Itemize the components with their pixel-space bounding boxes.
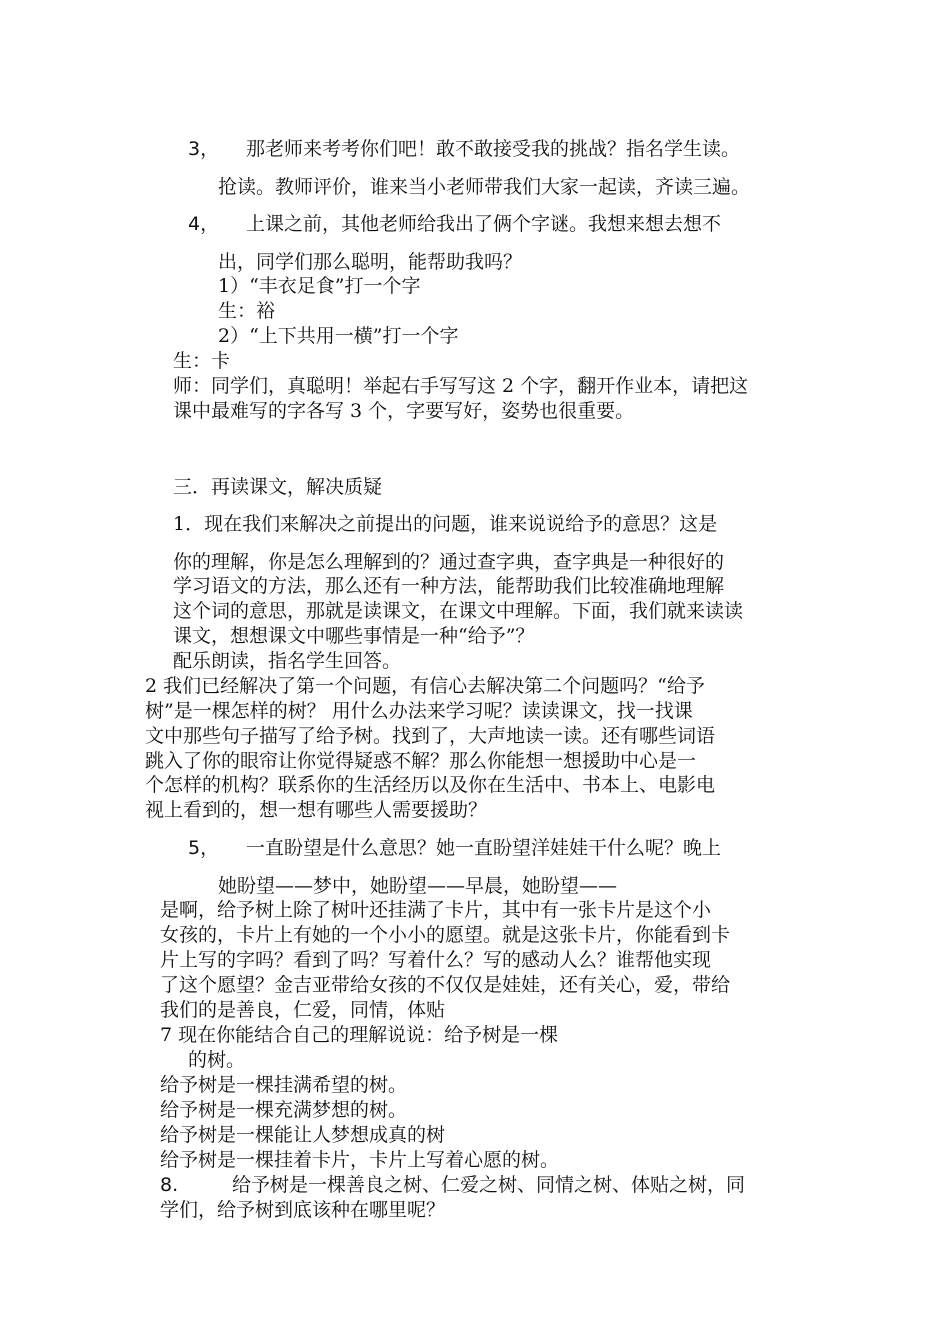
riddle-1: 1）“丰衣足食”打一个字 bbox=[218, 275, 421, 297]
section-3-p1-line-2: 你的理解，你是怎么理解到的？通过查字典，查字典是一种很好的 bbox=[173, 551, 725, 573]
item-7-answer: 给予树是一棵充满梦想的树。 bbox=[160, 1099, 408, 1121]
item-5-line-1: 5， 一直盼望是什么意思？她一直盼望洋娃娃干什么呢？晚上 bbox=[188, 837, 722, 859]
section-3-p1-line-1: 1．现在我们来解决之前提出的问题，谁来说说给予的意思？这是 bbox=[173, 513, 718, 535]
item-8-number: 8. bbox=[160, 1174, 179, 1196]
section-3-p1-line-3: 学习语文的方法，那么还有一种方法，能帮助我们比较准确地理解 bbox=[173, 575, 725, 597]
item-5-line-2: 她盼望——梦中，她盼望——早晨，她盼望—— bbox=[218, 875, 618, 897]
teacher-line-2: 课中最难写的字各写 3 个，字要写好，姿势也很重要。 bbox=[173, 400, 635, 422]
teacher-line-1: 师：同学们，真聪明！举起右手写写这 2 个字，翻开作业本，请把这 bbox=[173, 375, 749, 397]
item-7-answer: 给予树是一棵能让人梦想成真的树 bbox=[160, 1124, 446, 1146]
item-4-line-1: 4， 上课之前，其他老师给我出了俩个字谜。我想来想去想不 bbox=[188, 213, 722, 235]
item-4-number: 4， bbox=[188, 213, 220, 235]
item-8-line-1: 8. 给予树是一棵善良之树、仁爱之树、同情之树、体贴之树，同 bbox=[160, 1174, 746, 1196]
item-7-line-2: 的树。 bbox=[188, 1049, 246, 1071]
section-3-p2-line-3: 文中那些句子描写了给予树。找到了，大声地读一读。还有哪些词语 bbox=[145, 725, 716, 747]
section-3-heading: 三．再读课文，解决质疑 bbox=[173, 476, 383, 498]
section-3-p2-line-1: 2 我们已经解决了第一个问题，有信心去解决第二个问题吗？“给予 bbox=[145, 675, 705, 697]
item-5-paragraph-line-5: 我们的是善良，仁爱，同情，体贴 bbox=[160, 999, 446, 1021]
item-3-line-1: 3， 那老师来考考你们吧！敢不敢接受我的挑战？指名学生读。 bbox=[188, 138, 741, 160]
item-5-paragraph-line-3: 片上写的字吗？看到了吗？写着什么？写的感动人么？谁帮他实现 bbox=[160, 949, 712, 971]
riddle-2: 2）“上下共用一横”打一个字 bbox=[218, 325, 459, 347]
riddle-2-answer: 生：卡 bbox=[173, 350, 231, 372]
item-5-paragraph-line-1: 是啊，给予树上除了树叶还挂满了卡片，其中有一张卡片是这个小 bbox=[160, 899, 712, 921]
item-3-number: 3， bbox=[188, 138, 220, 160]
section-3-p2-line-2: 树”是一棵怎样的树？ 用什么办法来学习呢？读读课文，找一找课 bbox=[145, 700, 693, 722]
riddle-1-answer: 生：裕 bbox=[218, 300, 276, 322]
item-5-paragraph-line-2: 女孩的，卡片上有她的一个小小的愿望。就是这张卡片，你能看到卡 bbox=[160, 924, 731, 946]
item-7-answer: 给予树是一棵挂着卡片，卡片上写着心愿的树。 bbox=[160, 1149, 560, 1171]
section-3-p1-line-6: 配乐朗读，指名学生回答。 bbox=[173, 650, 402, 672]
section-3-p2-line-4: 跳入了你的眼帘让你觉得疑惑不解？那么你能想一想援助中心是一 bbox=[145, 750, 697, 772]
item-4-line-2: 出，同学们那么聪明，能帮助我吗？ bbox=[218, 251, 523, 273]
section-3-p1-line-4: 这个词的意思，那就是读课文，在课文中理解。下面，我们就来读读 bbox=[173, 600, 744, 622]
section-3-p2-line-5: 个怎样的机构？联系你的生活经历以及你在生活中、书本上、电影电 bbox=[145, 774, 716, 796]
item-8-line-2: 学们，给予树到底该种在哪里呢？ bbox=[160, 1199, 446, 1221]
item-7-answer: 给予树是一棵挂满希望的树。 bbox=[160, 1074, 408, 1096]
item-7-line-1: 7 现在你能结合自己的理解说说：给予树是一棵 bbox=[160, 1024, 559, 1046]
item-5-paragraph-line-4: 了这个愿望？金吉亚带给女孩的不仅仅是娃娃，还有关心，爱，带给 bbox=[160, 974, 731, 996]
item-5-number: 5， bbox=[188, 837, 220, 859]
section-3-p2-line-6: 视上看到的，想一想有哪些人需要援助？ bbox=[145, 799, 488, 821]
section-3-p1-line-5: 课文，想想课文中哪些事情是一种“给予”？ bbox=[173, 625, 535, 647]
item-3-line-2: 抢读。教师评价，谁来当小老师带我们大家一起读，齐读三遍。 bbox=[218, 176, 751, 198]
